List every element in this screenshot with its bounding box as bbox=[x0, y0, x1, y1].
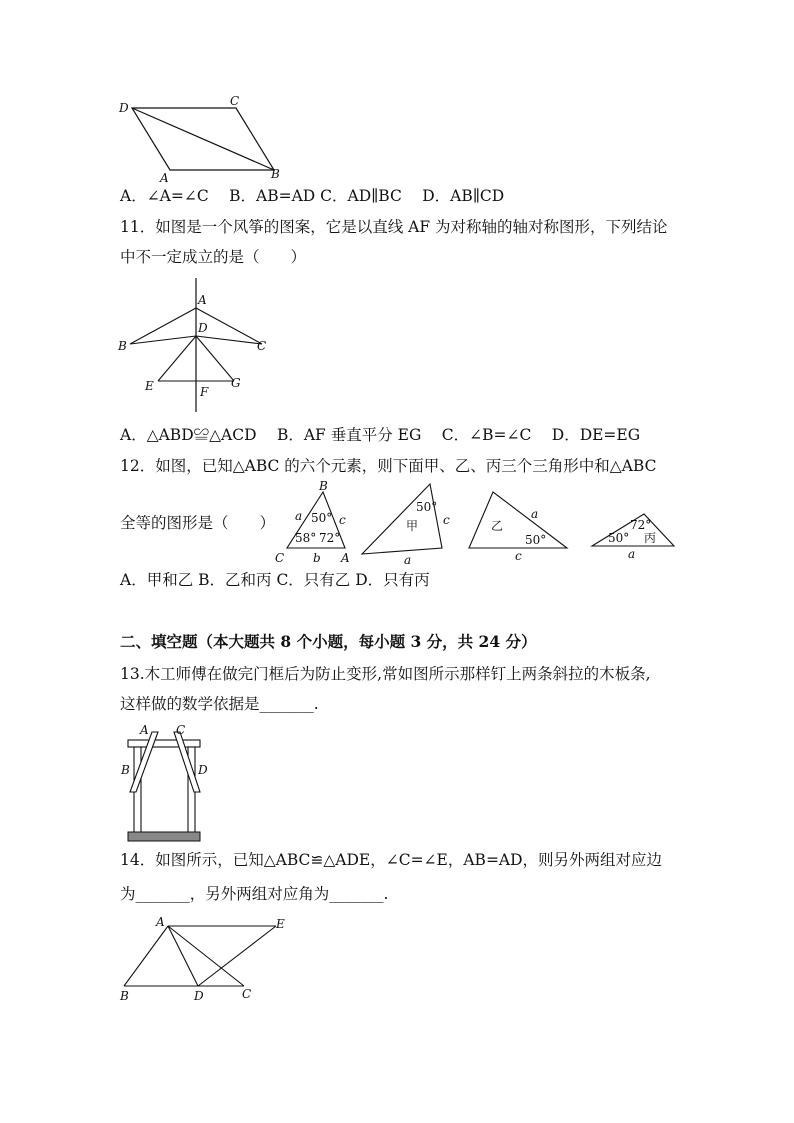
side-c: c bbox=[339, 513, 346, 527]
label-g: G bbox=[231, 376, 241, 390]
q12-options: A．甲和乙 B．乙和丙 C．只有乙 D．只有丙 bbox=[120, 571, 430, 589]
angle-a: 72° bbox=[319, 531, 341, 545]
label-c: C bbox=[176, 723, 186, 737]
yi-name: 乙 bbox=[491, 519, 504, 533]
label-a: A bbox=[198, 293, 207, 307]
side-a: a bbox=[295, 509, 303, 523]
section2-heading: 二、填空题（本大题共 8 个小题，每小题 3 分，共 24 分） bbox=[120, 632, 537, 651]
q14-triangles-figure bbox=[116, 914, 296, 1006]
yi-side-c: c bbox=[515, 549, 522, 563]
yi-angle: 50° bbox=[525, 533, 547, 547]
label-d: D bbox=[198, 321, 208, 335]
q11-stem-line2: 中不一定成立的是（ ） bbox=[120, 248, 307, 266]
label-a: A bbox=[160, 171, 169, 185]
label-c: C bbox=[275, 551, 285, 565]
label-c: C bbox=[230, 94, 240, 108]
q12-triangle-yi bbox=[465, 484, 575, 564]
q12-stem-line2: 全等的图形是（ ） bbox=[120, 514, 276, 532]
label-d: D bbox=[119, 101, 129, 115]
jia-angle: 50° bbox=[416, 500, 438, 514]
diagonal-db bbox=[132, 108, 274, 170]
q11-kite-figure bbox=[116, 276, 276, 416]
q12-triangle-jia bbox=[358, 478, 458, 566]
angle-c: 58° bbox=[295, 531, 317, 545]
top-beam bbox=[128, 740, 200, 747]
q12-stem-line1: 12．如图，已知△ABC 的六个元素，则下面甲、乙、丙三个三角形中和△ABC bbox=[120, 457, 657, 475]
side-b: b bbox=[313, 551, 321, 565]
q12-triangle-abc bbox=[273, 478, 363, 566]
label-e: E bbox=[145, 379, 154, 393]
q14-stem-line1: 14．如图所示，已知△ABC≌△ADE，∠C=∠E，AB=AD，则另外两组对应边 bbox=[120, 851, 663, 869]
bing-angle-left: 50° bbox=[608, 531, 630, 545]
angle-b: 50° bbox=[311, 511, 333, 525]
label-a: A bbox=[341, 551, 350, 565]
jia-name: 甲 bbox=[406, 519, 419, 533]
label-b: B bbox=[121, 763, 130, 777]
q13-stem-line2: 这样做的数学依据是_______. bbox=[120, 695, 319, 713]
bing-side-a: a bbox=[628, 547, 636, 561]
label-d: D bbox=[198, 763, 208, 777]
jia-side-a: a bbox=[404, 553, 412, 567]
q13-door-frame-figure bbox=[118, 720, 208, 844]
label-e: E bbox=[276, 917, 285, 931]
label-a: A bbox=[156, 915, 165, 929]
label-f: F bbox=[200, 385, 209, 399]
q13-stem-line1: 13.木工师傅在做完门框后为防止变形,常如图所示那样钉上两条斜拉的木板条, bbox=[120, 665, 651, 683]
bing-angle-top: 72° bbox=[630, 518, 652, 532]
q12-triangle-bing bbox=[588, 508, 680, 564]
bing-name: 丙 bbox=[644, 531, 657, 545]
label-b: B bbox=[118, 339, 127, 353]
label-b: B bbox=[271, 167, 280, 181]
label-a: A bbox=[140, 723, 149, 737]
q10-parallelogram-figure bbox=[118, 92, 288, 184]
label-b: B bbox=[319, 479, 328, 493]
q11-options: A．△ABD≌△ACD B．AF 垂直平分 EG C．∠B=∠C D．DE=EG bbox=[120, 426, 641, 444]
label-c: C bbox=[257, 339, 267, 353]
jia-side-c: c bbox=[443, 513, 450, 527]
label-d: D bbox=[194, 989, 204, 1003]
q14-stem-line2: 为_______，另外两组对应角为_______. bbox=[120, 885, 389, 903]
q11-stem-line1: 11．如图是一个风筝的图案，它是以直线 AF 为对称轴的轴对称图形，下列结论 bbox=[120, 218, 668, 236]
label-b: B bbox=[120, 989, 129, 1003]
yi-side-a: a bbox=[531, 507, 539, 521]
base-plate bbox=[128, 832, 200, 841]
label-c: C bbox=[242, 987, 252, 1001]
q10-options: A．∠A=∠C B．AB=AD C．AD∥BC D．AB∥CD bbox=[120, 187, 505, 205]
